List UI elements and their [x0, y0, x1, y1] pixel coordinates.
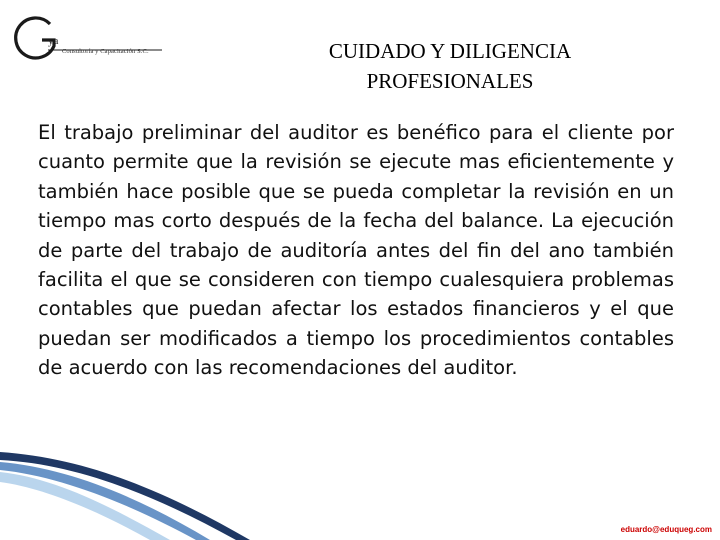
title-line-1: CUIDADO Y DILIGENCIA	[328, 39, 572, 63]
logo-tagline: Consultoría y Capacitación S.C.	[62, 48, 149, 55]
page-title	[250, 36, 650, 96]
body-paragraph: El trabajo preliminar del auditor es benéfico para el cliente por cuanto permite que la revisión se ejecute mas eficientemente y también hace posible que se pueda completar la revisión en un tiempo mas corto después de la fecha del balance. La ejecución de parte del trabajo de auditoría antes del fin del ano también facilita el que se consideren con tiempo cualesquiera problemas contables que puedan afectar los estados financieros y el que puedan ser modificados a tiempo los procedimientos contables de acuerdo con las recomendaciones del auditor.	[38, 121, 674, 380]
title-line-2: PROFESIONALES	[366, 69, 534, 93]
logo-graphic	[10, 10, 170, 70]
logo-suffix: ya	[48, 35, 59, 47]
company-logo	[10, 10, 170, 70]
footer-email-link[interactable]: eduardo@eduqueg.com	[620, 525, 712, 534]
decorative-swoosh	[0, 448, 720, 540]
